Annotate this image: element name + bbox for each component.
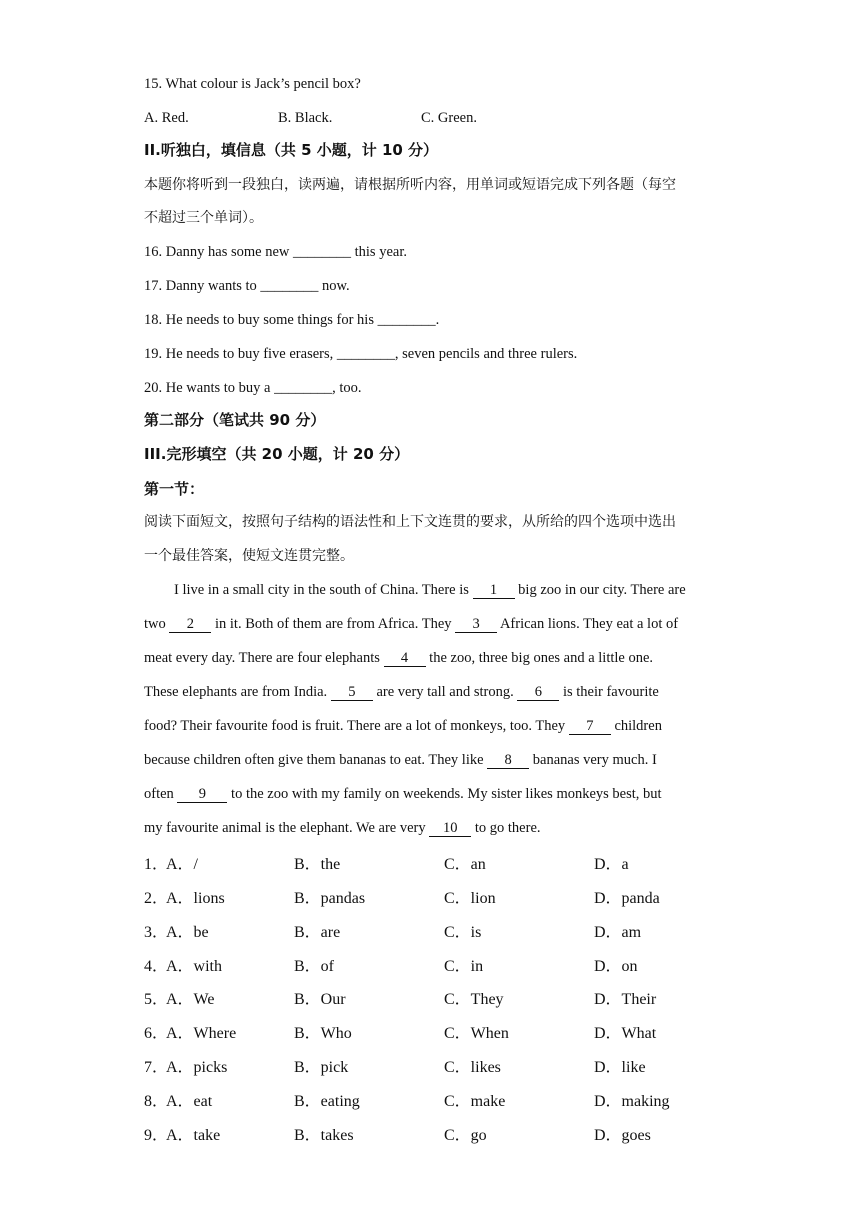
passage-text: two <box>144 616 170 632</box>
blank-5: 5 <box>331 684 373 701</box>
choice-number: 5． <box>144 991 169 1008</box>
blank-10: 10 <box>429 820 471 837</box>
choice-b: B．of <box>294 958 335 975</box>
section-3-instruction-line1: 阅读下面短文，按照句子结构的语法性和上下文连贯的要求，从所给的四个选项中选出 <box>144 514 676 530</box>
choice-a: A．/ <box>166 856 199 873</box>
q15-option-b: B. Black. <box>278 110 333 126</box>
passage-text: because children often give them bananas to eat. They like <box>144 752 488 768</box>
passage-text: I live in a small city in the south of China. There is <box>174 582 473 598</box>
passage-line-4 <box>144 682 659 702</box>
question-20: 20. He wants to buy a ________, too. <box>144 380 362 396</box>
blank-9: 9 <box>177 786 227 803</box>
question-19: 19. He needs to buy five erasers, ________, seven pencils and three rulers. <box>144 346 578 362</box>
choice-c: C．They <box>444 991 504 1008</box>
passage-line-7 <box>144 784 662 804</box>
choice-d: D．a <box>594 856 629 873</box>
passage-line-8 <box>144 818 541 838</box>
choice-b: B．the <box>294 856 341 873</box>
passage-text: bananas very much. I <box>529 752 657 768</box>
passage-text: children <box>610 718 662 734</box>
choice-number: 9． <box>144 1127 169 1144</box>
choice-c: C．an <box>444 856 486 873</box>
passage-text: big zoo in our city. There are <box>514 582 686 598</box>
passage-text: African lions. They eat a lot of <box>497 616 679 632</box>
choice-c: C．in <box>444 958 484 975</box>
choice-row-7 <box>144 1054 744 1074</box>
choice-d: D．Their <box>594 991 657 1008</box>
choice-row-6 <box>144 1020 744 1040</box>
choice-number: 6． <box>144 1025 169 1042</box>
choice-b: B．eating <box>294 1093 360 1110</box>
choice-d: D．on <box>594 958 638 975</box>
choice-a: A．lions <box>166 890 225 907</box>
question-15: 15. What colour is Jack’s pencil box? <box>144 76 361 92</box>
blank-4: 4 <box>384 650 426 667</box>
section-2-instruction-line2: 不超过三个单词）。 <box>144 210 263 226</box>
choice-a: A．picks <box>166 1059 228 1076</box>
choice-number: 1． <box>144 856 169 873</box>
choice-c: C．is <box>444 924 482 941</box>
choice-b: B．pandas <box>294 890 366 907</box>
blank-1: 1 <box>473 582 515 599</box>
choice-row-3 <box>144 919 744 939</box>
passage-text: meat every day. There are four elephants <box>144 650 384 666</box>
section-2-title: II.听独白，填信息（共 5 小题，计 10 分） <box>144 141 439 159</box>
question-17: 17. Danny wants to ________ now. <box>144 278 350 294</box>
section-3-title: III.完形填空（共 20 小题，计 20 分） <box>144 445 410 463</box>
passage-text: the zoo, three big ones and a little one. <box>425 650 654 666</box>
passage-text: to the zoo with my family on weekends. My sister likes monkeys best, but <box>227 786 662 802</box>
subsection-title: 第一节： <box>144 480 205 498</box>
choice-row-1 <box>144 851 744 871</box>
blank-8: 8 <box>487 752 529 769</box>
choice-number: 8． <box>144 1093 169 1110</box>
choice-row-4 <box>144 953 744 973</box>
choice-b: B．takes <box>294 1127 354 1144</box>
choice-d: D．goes <box>594 1127 651 1144</box>
part-2-title: 第二部分（笔试共 90 分） <box>144 411 326 429</box>
choice-b: B．Our <box>294 991 346 1008</box>
passage-text: are very tall and strong. <box>372 684 518 700</box>
choice-d: D．making <box>594 1093 670 1110</box>
choice-c: C．likes <box>444 1059 501 1076</box>
choice-d: D．am <box>594 924 642 941</box>
passage-text: my favourite animal is the elephant. We are very <box>144 820 430 836</box>
choice-d: D．panda <box>594 890 660 907</box>
choice-a: A．be <box>166 924 209 941</box>
question-16: 16. Danny has some new ________ this year. <box>144 244 407 260</box>
blank-2: 2 <box>169 616 211 633</box>
choice-row-8 <box>144 1088 744 1108</box>
choice-number: 2． <box>144 890 169 907</box>
blank-6: 6 <box>517 684 559 701</box>
passage-line-6 <box>144 750 657 770</box>
choice-row-5 <box>144 986 744 1006</box>
passage-text: often <box>144 786 178 802</box>
choice-a: A．eat <box>166 1093 213 1110</box>
passage-text: food? Their favourite food is fruit. There are a lot of monkeys, too. They <box>144 718 569 734</box>
blank-7: 7 <box>569 718 611 735</box>
choice-c: C．go <box>444 1127 487 1144</box>
passage-line-2 <box>144 614 678 634</box>
choice-a: A．We <box>166 991 215 1008</box>
passage-line-1 <box>174 580 686 600</box>
passage-line-3 <box>144 648 653 668</box>
choice-b: B．Who <box>294 1025 352 1042</box>
choice-a: A．with <box>166 958 223 975</box>
choice-b: B．pick <box>294 1059 349 1076</box>
choice-d: D．like <box>594 1059 646 1076</box>
choice-d: D．What <box>594 1025 657 1042</box>
choice-row-9 <box>144 1122 744 1142</box>
blank-3: 3 <box>455 616 497 633</box>
passage-text: to go there. <box>471 820 541 836</box>
q15-option-c: C. Green. <box>421 110 477 126</box>
choice-a: A．Where <box>166 1025 237 1042</box>
choice-c: C．lion <box>444 890 496 907</box>
choice-c: C．When <box>444 1025 509 1042</box>
choice-row-2 <box>144 885 744 905</box>
passage-line-5 <box>144 716 662 736</box>
choice-c: C．make <box>444 1093 506 1110</box>
passage-text: These elephants are from India. <box>144 684 331 700</box>
choice-b: B．are <box>294 924 341 941</box>
section-3-instruction-line2: 一个最佳答案，使短文连贯完整。 <box>144 548 354 564</box>
q15-option-a: A. Red. <box>144 110 189 126</box>
section-2-instruction-line1: 本题你将听到一段独白，读两遍，请根据所听内容，用单词或短语完成下列各题（每空 <box>144 177 676 193</box>
choice-number: 3． <box>144 924 169 941</box>
choice-number: 7． <box>144 1059 169 1076</box>
choice-number: 4． <box>144 958 169 975</box>
passage-text: in it. Both of them are from Africa. They <box>211 616 456 632</box>
choice-a: A．take <box>166 1127 221 1144</box>
passage-text: is their favourite <box>559 684 659 700</box>
question-18: 18. He needs to buy some things for his ________. <box>144 312 440 328</box>
